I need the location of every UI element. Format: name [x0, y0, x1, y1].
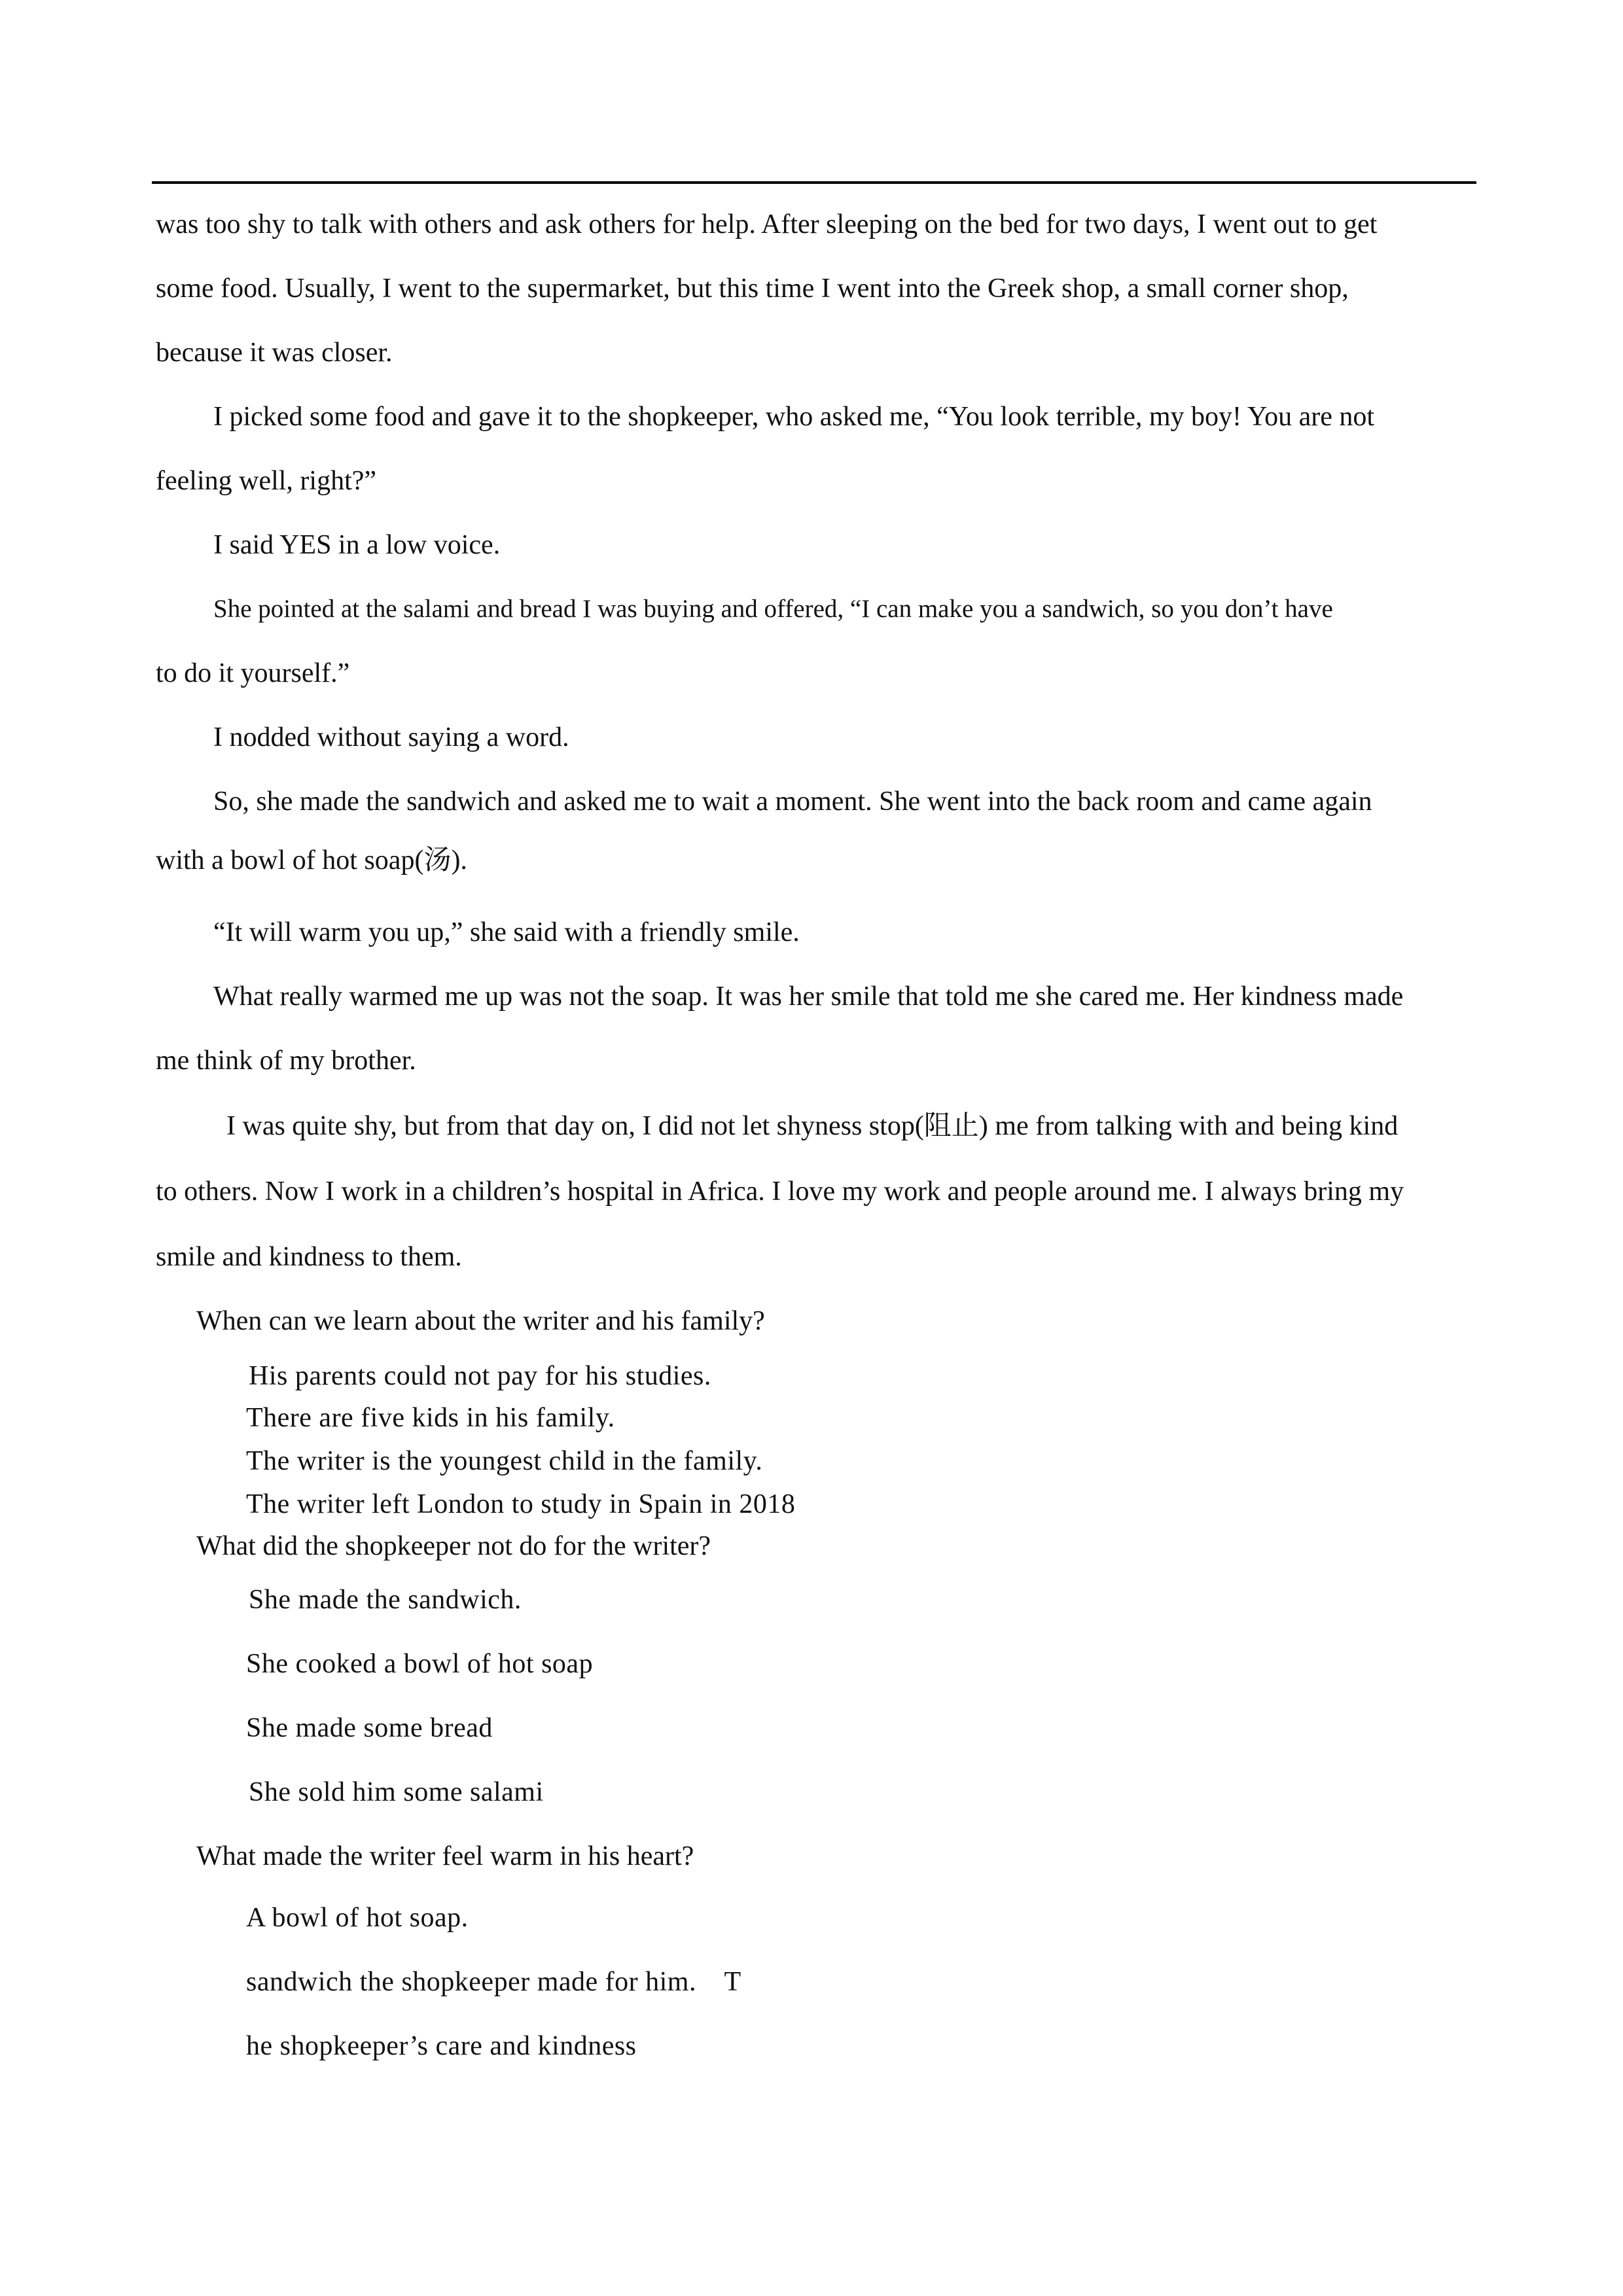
passage-p3: I said YES in a low voice.	[213, 530, 501, 560]
question-2-option-1: She made the sandwich.	[249, 1585, 522, 1615]
passage-p1-line-1: was too shy to talk with others and ask others for help. After sleeping on the bed for two days, I went out to get	[156, 209, 1378, 239]
question-1: When can we learn about the writer and his family?	[196, 1306, 765, 1336]
passage-p6-line-2: with a bowl of hot soap(汤).	[156, 845, 467, 875]
question-1-option-2: There are five kids in his family.	[246, 1403, 615, 1433]
question-2-option-3: She made some bread	[246, 1713, 493, 1743]
question-3-option-2: sandwich the shopkeeper made for him. T	[246, 1967, 741, 1997]
passage-p2-line-1: I picked some food and gave it to the shopkeeper, who asked me, “You look terrible, my boy! You are not	[213, 402, 1375, 432]
question-1-option-3: The writer is the youngest child in the family.	[246, 1446, 763, 1476]
passage-p4-line-1: She pointed at the salami and bread I was buying and offered, “I can make you a sandwich, so you don’t have	[213, 595, 1333, 623]
question-2-option-4: She sold him some salami	[249, 1777, 544, 1807]
passage-p9-line-1: I was quite shy, but from that day on, I did not let shyness stop(阻止) me from talking with and being kind	[226, 1111, 1399, 1141]
question-1-option-1: His parents could not pay for his studies.	[249, 1361, 711, 1391]
passage-p4-line-2: to do it yourself.”	[156, 658, 350, 688]
passage-p1-line-3: because it was closer.	[156, 338, 393, 368]
passage-p2-line-2: feeling well, right?”	[156, 466, 377, 496]
question-3-option-1: A bowl of hot soap.	[246, 1903, 469, 1933]
question-3: What made the writer feel warm in his heart?	[196, 1841, 694, 1871]
passage-p8-line-2: me think of my brother.	[156, 1046, 416, 1076]
passage-p6-line-1: So, she made the sandwich and asked me to wait a moment. She went into the back room and came again	[213, 786, 1372, 817]
question-2-option-2: She cooked a bowl of hot soap	[246, 1649, 594, 1679]
question-2: What did the shopkeeper not do for the writer?	[196, 1531, 711, 1561]
passage-p1-line-2: some food. Usually, I went to the supermarket, but this time I went into the Greek shop, a small corner shop,	[156, 274, 1349, 304]
header-rule	[152, 181, 1476, 184]
passage-p9-line-3: smile and kindness to them.	[156, 1242, 462, 1272]
passage-p8-line-1: What really warmed me up was not the soap. It was her smile that told me she cared me. Her kindness made	[213, 981, 1404, 1012]
question-3-option-3: he shopkeeper’s care and kindness	[246, 2031, 637, 2061]
question-1-option-4: The writer left London to study in Spain in 2018	[246, 1489, 796, 1519]
passage-p9-line-2: to others. Now I work in a children’s hospital in Africa. I love my work and people around me. I always bring my	[156, 1176, 1404, 1207]
passage-p5: I nodded without saying a word.	[213, 722, 569, 752]
passage-p7: “It will warm you up,” she said with a friendly smile.	[213, 917, 800, 947]
